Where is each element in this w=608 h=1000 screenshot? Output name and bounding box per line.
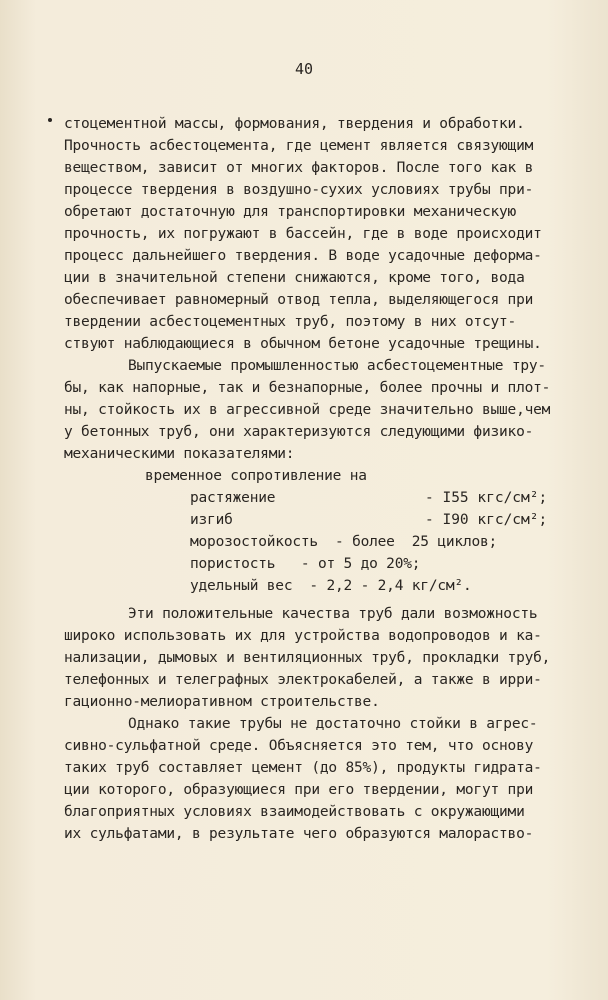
margin-mark (48, 118, 52, 122)
spec-frost: морозостойкость - более 25 циклов; (190, 534, 498, 550)
text-line: ции которого, образующиеся при его твердении, могут при (64, 782, 534, 798)
text-line: их сульфатами, в результате чего образуются малораство- (64, 826, 534, 842)
text-line: Прочность асбестоцемента, где цемент является связующим (64, 138, 534, 154)
text-line: у бетонных труб, они характеризуются следующими физико- (64, 424, 534, 440)
spec-bending-label: изгиб (190, 512, 233, 528)
text-line: веществом, зависит от многих факторов. После того как в (64, 160, 534, 176)
text-line: ствуют наблюдающиеся в обычном бетоне усадочные трещины. (64, 336, 542, 352)
text-line: нализации, дымовых и вентиляционных труб, прокладки труб, (64, 650, 551, 666)
text-line: гационно-мелиоративном строительстве. (64, 694, 380, 710)
text-line: механическими показателями: (64, 446, 295, 462)
text-line: широко использовать их для устройства водопроводов и ка- (64, 628, 542, 644)
text-line: сивно-сульфатной среде. Объясняется это тем, что основу (64, 738, 534, 754)
text-line: обеспечивает равномерный отвод тепла, выделяющегося при (64, 292, 534, 308)
text-line: Выпускаемые промышленностью асбестоцементные тру- (128, 358, 546, 374)
text-line: прочность, их погружают в бассейн, где в воде происходит (64, 226, 542, 242)
text-line: стоцементной массы, формования, твердения и обработки. (64, 116, 525, 132)
text-line: обретают достаточную для транспортировки механическую (64, 204, 517, 220)
spec-heading: временное сопротивление на (145, 468, 367, 484)
text-line: благоприятных условиях взаимодействовать с окружающими (64, 804, 525, 820)
text-line: бы, как напорные, так и безнапорные, более прочны и плот- (64, 380, 551, 396)
text-line: твердении асбестоцементных труб, поэтому в них отсут- (64, 314, 517, 330)
text-line: процесс дальнейшего твердения. В воде усадочные деформа- (64, 248, 542, 264)
text-line: Эти положительные качества труб дали возможность (128, 606, 538, 622)
spec-tension-value: - I55 кгс/см²; (425, 490, 548, 506)
spec-bending-value: - I90 кгс/см²; (425, 512, 548, 528)
text-line: таких труб составляет цемент (до 85%), продукты гидрата- (64, 760, 542, 776)
text-line: телефонных и телеграфных электрокабелей, а также в ирри- (64, 672, 542, 688)
text-line: Однако такие трубы не достаточно стойки в агрес- (128, 716, 538, 732)
spec-porosity: пористость - от 5 до 20%; (190, 556, 421, 572)
spec-density: удельный вес - 2,2 - 2,4 кг/см². (190, 578, 472, 594)
text-line: процессе твердения в воздушно-сухих условиях трубы при- (64, 182, 534, 198)
text-line: ции в значительной степени снижаются, кроме того, вода (64, 270, 525, 286)
spec-tension-label: растяжение (190, 490, 276, 506)
text-line: ны, стойкость их в агрессивной среде значительно выше,чем (64, 402, 551, 418)
page-number: 40 (294, 60, 314, 78)
